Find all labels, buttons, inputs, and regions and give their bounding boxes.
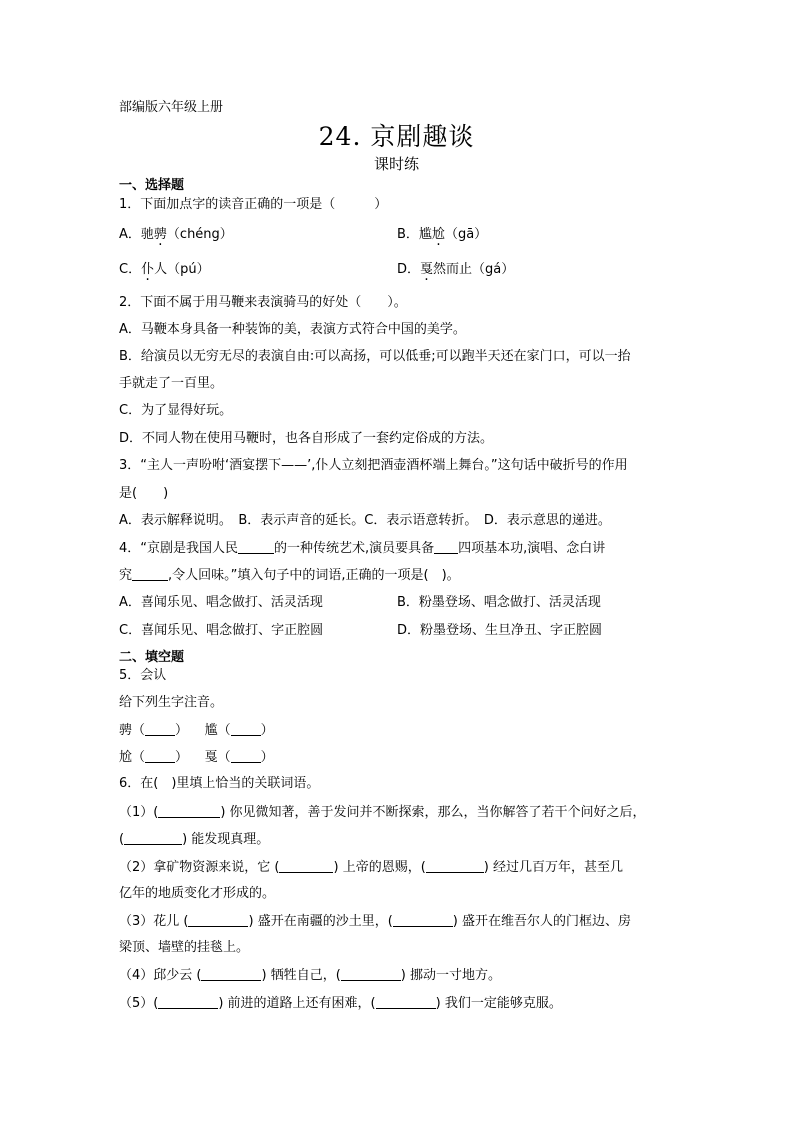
- blank[interactable]: [231, 748, 261, 763]
- blank[interactable]: [426, 858, 484, 873]
- blank[interactable]: [188, 912, 248, 927]
- blank[interactable]: [393, 912, 453, 927]
- q6-item-5: （5）( ) 前进的道路上还有困难，( ) 我们一定能够克服。: [119, 996, 562, 1011]
- q3-options: A．表示解释说明。 B．表示声音的延长。C．表示语意转折。 D．表示意思的递进。: [119, 513, 611, 528]
- q5-row-1: 骋（ ） 尴（ ）: [119, 723, 274, 738]
- blank[interactable]: [145, 748, 175, 763]
- grade-label: 部编版六年级上册: [119, 100, 224, 115]
- q2-stem: 2．下面不属于用马鞭来表演骑马的好处（ ）。: [119, 295, 407, 310]
- q4-stem: 4．“京剧是我国人民 的一种传统艺术,演员要具备 四项基本功,演唱、念白讲: [119, 541, 606, 556]
- q4-option-d: D．粉墨登场、生旦净丑、字正腔圆: [397, 623, 603, 638]
- blank[interactable]: [279, 858, 333, 873]
- q2-option-c: C．为了显得好玩。: [119, 403, 233, 418]
- q1-stem: 1．下面加点字的读音正确的一项是（ ）: [119, 197, 388, 212]
- blank[interactable]: [201, 966, 261, 981]
- q4-option-b: B．粉墨登场、唱念做打、活灵活现: [397, 595, 601, 610]
- blank[interactable]: [238, 539, 274, 554]
- blank[interactable]: [341, 966, 401, 981]
- q4-stem-cont: 究 ,令人回味。”填入句子中的词语,正确的一项是( )。: [119, 568, 460, 583]
- q1-option-a: A．驰骋（chéng）: [119, 227, 233, 242]
- q2-option-a: A．马鞭本身具备一种装饰的美，表演方式符合中国的美学。: [119, 322, 466, 337]
- section-choice-heading: 一、选择题: [119, 178, 185, 193]
- q4-option-a: A．喜闻乐见、唱念做打、活灵活现: [119, 595, 323, 610]
- blank[interactable]: [231, 721, 261, 736]
- q5-stem: 5．会认: [119, 668, 167, 683]
- section-fill-heading: 二、填空题: [119, 650, 185, 665]
- q6-item-1-cont: ( ) 能发现真理。: [119, 832, 270, 847]
- q5-instruction: 给下列生字注音。: [119, 695, 224, 710]
- page-title: 24. 京剧趣谈: [318, 122, 475, 151]
- q1-option-b: B．尴尬（gā）: [397, 227, 488, 242]
- q6-stem: 6．在( )里填上恰当的关联词语。: [119, 776, 320, 791]
- blank[interactable]: [158, 803, 220, 818]
- q6-item-3-cont: 梁顶、墙壁的挂毯上。: [119, 940, 250, 955]
- blank[interactable]: [124, 830, 182, 845]
- q6-item-2: （2）拿矿物资源来说，它 ( ) 上帝的恩赐，( ) 经过几百万年，甚至几: [119, 860, 623, 875]
- q6-item-4: （4）邱少云 ( ) 牺牲自己，( ) 挪动一寸地方。: [119, 968, 501, 983]
- q4-option-c: C．喜闻乐见、唱念做打、字正腔圆: [119, 623, 324, 638]
- blank[interactable]: [145, 721, 175, 736]
- blank[interactable]: [158, 994, 218, 1009]
- q6-item-2-cont: 亿年的地质变化才形成的。: [119, 886, 276, 901]
- blank[interactable]: [434, 539, 458, 554]
- blank[interactable]: [132, 566, 168, 581]
- q1-option-c: C．仆人（pú）: [119, 262, 210, 277]
- q3-stem: 3．“主人一声吩咐‘酒宴摆下——’,仆人立刻把酒壶酒杯端上舞台。”这句话中破折号的作用: [119, 458, 628, 473]
- blank[interactable]: [376, 994, 436, 1009]
- q1-option-d: D．戛然而止（gá）: [397, 262, 515, 277]
- q6-item-3: （3）花儿 ( ) 盛开在南疆的沙土里，( ) 盛开在维吾尔人的门框边、房: [119, 914, 631, 929]
- page-subtitle: 课时练: [373, 155, 419, 173]
- q5-row-2: 尬（ ） 戛（ ）: [119, 750, 274, 765]
- q2-option-b-cont: 手就走了一百里。: [119, 376, 224, 391]
- q6-item-1: （1）( ) 你见微知著，善于发问并不断探索，那么，当你解答了若干个问好之后，: [119, 805, 646, 820]
- q2-option-b: B．给演员以无穷无尽的表演自由:可以高扬，可以低垂;可以跑半天还在家门口，可以一抬: [119, 349, 631, 364]
- q3-stem-cont: 是( ): [119, 486, 169, 501]
- q2-option-d: D．不同人物在使用马鞭时，也各自形成了一套约定俗成的方法。: [119, 431, 494, 446]
